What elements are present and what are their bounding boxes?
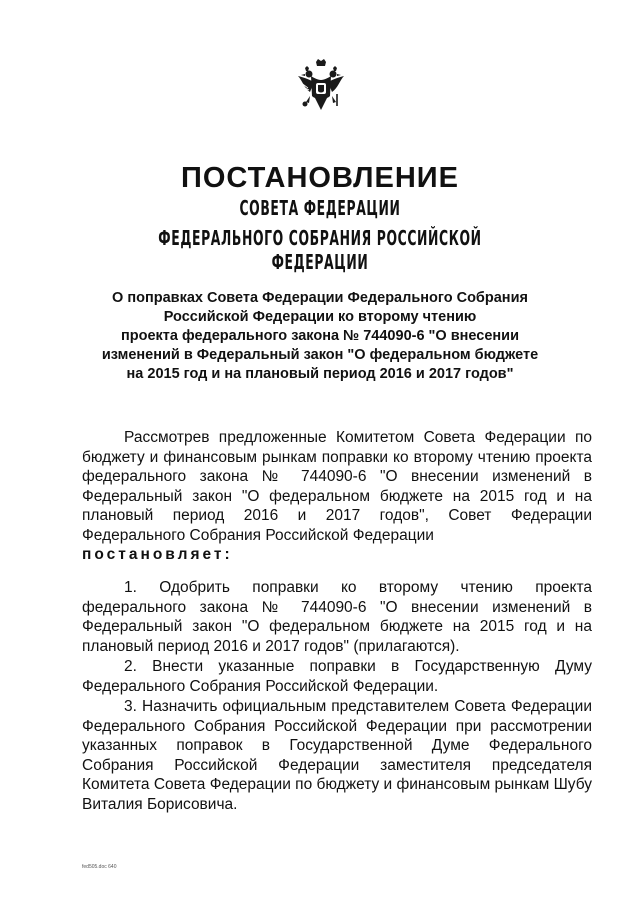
- issuer-line-2: ФЕДЕРАЛЬНОГО СОБРАНИЯ РОССИЙСКОЙ ФЕДЕРАЦИИ: [158, 226, 482, 274]
- preamble-paragraph: [82, 428, 592, 565]
- resolution-subject: [95, 289, 545, 384]
- document-footer-code: fed505.doc 640: [82, 864, 117, 870]
- issuer-line-1: СОВЕТА ФЕДЕРАЦИИ: [239, 196, 401, 220]
- resolution-item-2: 2. Внести указанные поправки в Государственную Думу Федерального Собрания Российской Федерации.: [82, 658, 592, 695]
- subject-line: изменений в Федеральный закон "О федеральном бюджете: [101, 347, 539, 363]
- subject-line: Российской Федерации ко второму чтению: [163, 309, 477, 325]
- double-headed-eagle-emblem-icon: [296, 58, 346, 114]
- resolution-item-3: 3. Назначить официальным представителем Совета Федерации Федерального Собрания Российской Федерации при рассмотрении указанных поправок в Государственной Думе Федерального Собрания Российской Федерации заместителя председателя Комитета Совета Федерации по бюджету и финансовым рынкам Шубу Виталия Борисовича.: [82, 698, 592, 813]
- subject-line: на 2015 год и на плановый период 2016 и 2017 годов": [126, 366, 514, 382]
- subject-line: О поправках Совета Федерации Федерального Собрания: [112, 290, 528, 306]
- decision-keyword: постановляет:: [82, 546, 233, 563]
- document-title: ПОСТАНОВЛЕНИЕ: [181, 162, 459, 194]
- resolution-item-1: 1. Одобрить поправки ко второму чтению проекта федерального закона № 744090-6 "О внесении изменений в Федеральный закон "О федеральном бюджете на 2015 год и на плановый период 2016 и 2017 годов" (прилагаются).: [82, 579, 592, 655]
- subject-line: проекта федерального закона № 744090-6 "О внесении: [120, 328, 519, 344]
- preamble-text: Рассмотрев предложенные Комитетом Совета Федерации по бюджету и финансовым рынкам поправки ко второму чтению проекта федерального закона № 744090-6 "О внесении изменений в Федеральный закон "О федеральном бюджете на 2015 год и на плановый период 2016 и 2017 годов", Совет Федерации Федерального Собрания Российской Федерации: [82, 429, 592, 544]
